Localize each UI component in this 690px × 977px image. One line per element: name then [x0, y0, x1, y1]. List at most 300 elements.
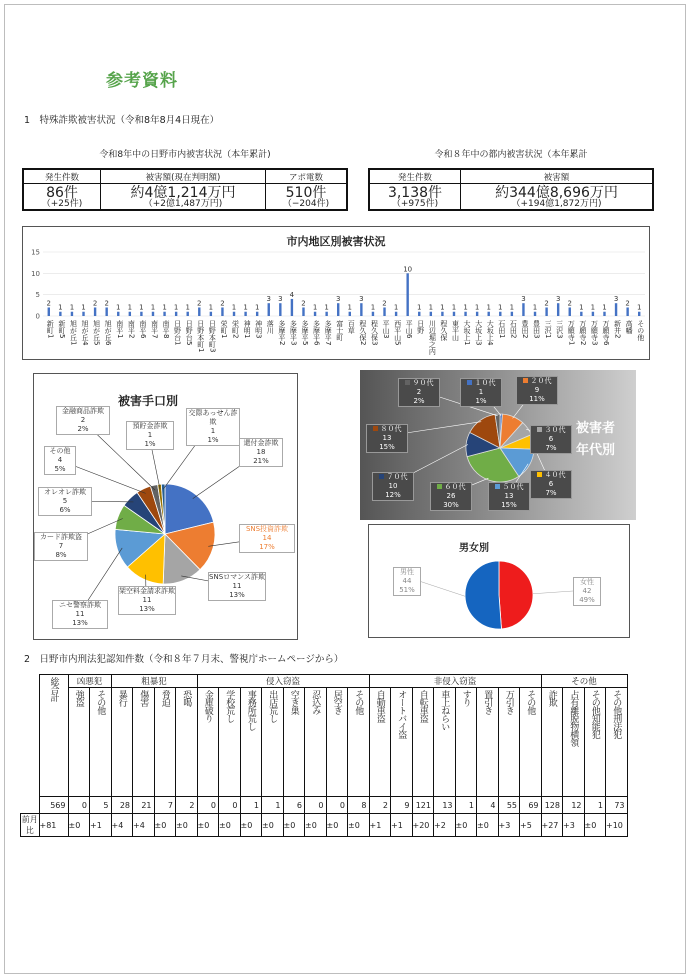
bar-value-label: 1 [127, 303, 133, 312]
prev-value: ±0 [197, 814, 219, 837]
crime-value: 0 [326, 797, 348, 814]
crime-category-text: 空き巣 [288, 690, 299, 714]
x-tick-label: 大坂上3 [474, 320, 483, 346]
leader-line [419, 581, 465, 596]
bar [569, 307, 571, 316]
bar [221, 307, 223, 316]
method-callout-count: 11 [232, 582, 242, 590]
bar [256, 312, 258, 316]
gender-callout-label: 男性 [400, 568, 414, 576]
crime-category-text: 傷害 [138, 690, 149, 706]
age-callout-pct: 7% [545, 444, 557, 452]
bar-value-label: 1 [243, 303, 248, 312]
x-tick-label: 大坂上1 [463, 320, 472, 346]
bar-value-label: 1 [347, 303, 353, 312]
bar-value-label: 3 [359, 295, 364, 304]
crime-category-header [541, 688, 563, 797]
bar-value-label: 1 [486, 303, 491, 312]
bar-value-label: 1 [474, 303, 480, 312]
bar [534, 312, 536, 316]
bar-value-label: 1 [590, 303, 596, 312]
bar-value-label: 2 [220, 299, 225, 308]
crime-stats-table [20, 674, 628, 837]
bar [279, 303, 281, 316]
crime-category-text: 脅迫 [159, 690, 170, 706]
prev-value: +4 [111, 814, 133, 837]
bar-value-label: 1 [498, 303, 503, 312]
bar-value-label: 1 [139, 303, 144, 312]
bar [395, 312, 397, 316]
crime-category-header [348, 688, 370, 797]
crime-value: 0 [68, 797, 90, 814]
age-callout-text: ６０代 [444, 483, 466, 491]
crime-category-header [520, 688, 542, 797]
x-tick-label: 川辺堀之内 [428, 320, 437, 355]
bar [48, 307, 50, 316]
legend-swatch [537, 472, 542, 477]
x-tick-label: 万願寺6 [601, 320, 610, 346]
crime-category-header [391, 688, 413, 797]
age-title-line2: 年代別 [576, 443, 616, 458]
method-callout-count: 2 [80, 416, 86, 424]
bar-value-label: 1 [231, 303, 237, 312]
bar-value-label: 1 [116, 303, 121, 312]
age-callout [366, 424, 408, 453]
y-tick-label: 10 [31, 269, 40, 278]
crime-value: 73 [606, 797, 628, 814]
bar [522, 303, 524, 316]
prev-label: 前月比 [21, 815, 38, 835]
method-callout [44, 446, 76, 475]
crime-category-header [111, 688, 133, 797]
legend-swatch [437, 484, 442, 489]
method-callout-label: 架空料金請求詐欺 [119, 587, 175, 595]
crime-value: 5 [90, 797, 112, 814]
crime-value: 2 [176, 797, 198, 814]
bar-value-label: 1 [636, 303, 642, 312]
x-tick-label: 栄町1 [219, 320, 228, 339]
bar [349, 312, 351, 316]
method-callout [126, 421, 174, 450]
x-tick-label: 旭が丘4 [81, 320, 90, 346]
bar-value-label: 1 [162, 303, 167, 312]
age-callout-count: 13 [504, 492, 514, 500]
total-value: 569 [39, 797, 68, 814]
bar [140, 312, 142, 316]
bar-value-label: 1 [428, 303, 434, 312]
gender-callout [573, 577, 601, 606]
bar-value-label: 1 [58, 303, 63, 312]
age-callout-label [373, 473, 413, 482]
crime-group-header: 侵入窃盗 [197, 675, 369, 688]
prev-value: ±0 [584, 814, 606, 837]
method-callout [52, 600, 108, 629]
crime-group-header: その他 [541, 675, 627, 688]
hino-summary-table [22, 168, 348, 211]
bar [488, 312, 490, 316]
x-tick-label: 新町5 [57, 320, 66, 339]
bar [337, 303, 339, 316]
tokyo-caption: 令和８年中の都内被害状況（本年累計 [434, 150, 588, 160]
prev-value: +20 [412, 814, 434, 837]
prev-value: +3 [563, 814, 585, 837]
tokyo-damage-header: 被害額 [461, 169, 654, 184]
age-callout-pct: 15% [501, 501, 517, 509]
method-callout [239, 438, 283, 467]
bar-value-label: 1 [417, 303, 422, 312]
prev-value: ±0 [477, 814, 499, 837]
bar-value-label: 1 [440, 303, 445, 312]
bar [198, 307, 200, 316]
bar [94, 307, 96, 316]
method-callout-count: 1 [210, 427, 216, 435]
method-pie-title: 被害手口別 [118, 394, 179, 408]
bar [163, 312, 165, 316]
tokyo-summary-table [368, 168, 654, 211]
age-callout [488, 482, 530, 511]
crime-value: 21 [133, 797, 155, 814]
age-callout-label [367, 425, 407, 434]
bar [464, 312, 466, 316]
x-tick-label: 多摩平7 [324, 320, 333, 346]
gender-pie-chart [368, 524, 630, 638]
section1-heading: 1 特殊詐欺被害状況（令和8年8月4日現在） [24, 115, 220, 126]
crime-value: 0 [197, 797, 219, 814]
bar-value-label: 2 [625, 299, 630, 308]
section2-heading: 2 日野市内刑法犯認知件数（令和８年７月末、警視庁ホームページから） [24, 654, 344, 665]
legend-swatch [523, 378, 528, 383]
age-callout-pct: 12% [385, 491, 401, 499]
method-callout-pct: 2% [77, 425, 89, 433]
tokyo-cases: 3,138件 [387, 185, 443, 201]
method-callout-label: 金融商品詐欺 [62, 407, 104, 415]
age-title-line1: 被害者 [576, 421, 616, 436]
x-tick-label: 神明1 [243, 320, 252, 339]
method-callout-pct: 8% [55, 551, 67, 559]
age-callout [372, 472, 414, 501]
bar [476, 312, 478, 316]
crime-category-header [154, 688, 176, 797]
crime-category-header [305, 688, 327, 797]
crime-value: 1 [584, 797, 606, 814]
x-tick-label: 万願寺2 [578, 320, 587, 346]
method-callout-label: 交際あっせん詐欺 [188, 409, 238, 426]
bar [383, 307, 385, 316]
age-callout-text: ３０代 [544, 426, 566, 434]
x-tick-label: 多摩平2 [277, 320, 286, 346]
method-callout-pct: 5% [54, 465, 66, 473]
crime-value: 6 [283, 797, 305, 814]
prev-value: ±0 [262, 814, 284, 837]
x-tick-label: 旭が丘1 [69, 320, 78, 346]
bar [105, 307, 107, 316]
x-tick-label: 程久保 [439, 320, 448, 341]
method-callout-count: 5 [62, 497, 68, 505]
pie-slice [499, 561, 533, 629]
hino-calls-cell [266, 184, 348, 211]
crime-value: 28 [111, 797, 133, 814]
x-tick-label: 栄町2 [231, 320, 240, 339]
bar [302, 307, 304, 316]
bar [268, 303, 270, 316]
bar-value-label: 1 [393, 303, 399, 312]
bar-value-label: 1 [532, 303, 538, 312]
crime-group-header: 粗暴犯 [111, 675, 197, 688]
method-pie-chart [33, 373, 298, 640]
method-callout [118, 586, 176, 615]
bar [360, 303, 362, 316]
method-callout [208, 572, 266, 601]
hino-cases: 86件 [46, 185, 78, 201]
district-bar-chart [22, 226, 650, 360]
method-callout-pct: 1% [144, 440, 156, 448]
bar-value-label: 3 [278, 295, 283, 304]
bar-value-label: 1 [150, 303, 156, 312]
age-callout-pct: 11% [529, 395, 545, 403]
age-callout [398, 378, 440, 407]
x-tick-label: 南平1 [115, 320, 124, 339]
bar [545, 307, 547, 316]
tokyo-cases-header: 発生件数 [369, 169, 461, 184]
crime-category-text: 詐欺 [546, 690, 557, 706]
age-callout-count: 9 [534, 386, 540, 394]
hino-cases-cell [23, 184, 101, 211]
age-callout-label [489, 483, 529, 492]
method-callout-label: カード詐欺盗 [40, 533, 82, 541]
method-callout-pct: 13% [139, 605, 155, 613]
crime-category-text: 万引き [503, 690, 514, 714]
age-callout-count: 2 [416, 388, 422, 396]
crime-value: 2 [369, 797, 391, 814]
age-callout-label [431, 483, 471, 492]
x-tick-label: 大坂上4 [486, 320, 495, 346]
age-callout-pct: 2% [413, 397, 425, 405]
bar [499, 312, 501, 316]
crime-category-text: 忍込み [310, 690, 321, 714]
age-callout-count: 13 [382, 434, 392, 442]
crime-group-header: 非侵入窃盗 [369, 675, 541, 688]
bar-value-label: 2 [104, 299, 109, 308]
age-callout-text: ４０代 [544, 471, 566, 479]
bar-value-label: 1 [208, 303, 214, 312]
crime-category-header [90, 688, 112, 797]
x-tick-label: 旭が丘5 [92, 320, 101, 346]
crime-value: 0 [219, 797, 241, 814]
prev-value: ±0 [240, 814, 262, 837]
prev-value: ±0 [305, 814, 327, 837]
bar-value-label: 2 [197, 299, 202, 308]
x-tick-label: 程久保3 [370, 320, 379, 346]
x-tick-label: 高幡 [625, 320, 634, 334]
bar-chart-title: 市内地区別被害状況 [286, 235, 386, 248]
bar-value-label: 1 [509, 303, 515, 312]
tokyo-cases-diff: （+975件) [391, 199, 439, 209]
tokyo-cases-cell [369, 184, 461, 211]
bar-value-label: 4 [289, 290, 295, 299]
gender-callout-count: 44 [402, 577, 412, 585]
crime-category-text: その他 [95, 690, 106, 714]
crime-category-header [133, 688, 155, 797]
gender-callout [393, 567, 421, 596]
bar [291, 299, 293, 316]
bar [117, 312, 119, 316]
crime-value: 8 [348, 797, 370, 814]
crime-category-text: 出店荒し [267, 690, 278, 722]
crime-category-text: その他 [525, 690, 536, 714]
bar-value-label: 1 [602, 303, 607, 312]
crime-category-header [498, 688, 520, 797]
total-header [39, 675, 68, 797]
method-callout-count: 4 [57, 456, 63, 464]
method-callout-label: SNSロマンス詐欺 [209, 573, 265, 581]
crime-category-text: 学校荒し [224, 690, 235, 722]
crime-category-text: 金庫破り [202, 690, 213, 722]
crime-category-header [563, 688, 585, 797]
crime-group-row [21, 675, 628, 688]
x-tick-label: 南平7 [150, 320, 159, 339]
x-tick-label: 日野台1 [173, 320, 182, 346]
bar [71, 312, 73, 316]
age-callout [530, 470, 572, 499]
x-tick-label: 程久保2 [358, 320, 367, 346]
legend-swatch [373, 426, 378, 431]
bar [453, 312, 455, 316]
bar [603, 312, 605, 316]
bar-value-label: 3 [521, 295, 526, 304]
crime-category-header [68, 688, 90, 797]
age-callout [530, 425, 572, 454]
legend-swatch [405, 380, 410, 385]
age-callout [516, 376, 558, 405]
x-tick-label: 多摩平5 [300, 320, 309, 346]
method-callout-pct: 17% [259, 543, 275, 551]
prev-value: +5 [520, 814, 542, 837]
tokyo-damage-diff: （+194億1,872万円) [511, 199, 602, 209]
crime-category-text: 自動車盗 [374, 690, 385, 722]
tokyo-damage: 約344億8,696万円 [495, 185, 618, 201]
crime-category-header [606, 688, 628, 797]
prev-value: +1 [90, 814, 112, 837]
bar-value-label: 3 [613, 295, 619, 304]
x-tick-label: 多摩平6 [312, 320, 321, 346]
method-callout-pct: 13% [72, 619, 88, 627]
bar [430, 312, 432, 316]
legend-swatch [379, 474, 384, 479]
bar [152, 312, 154, 316]
x-tick-label: 石田1 [497, 320, 506, 339]
method-callout-count: 11 [75, 610, 85, 618]
crime-category-header [434, 688, 456, 797]
pie-slice [465, 561, 501, 629]
prev-value: +10 [606, 814, 628, 837]
crime-category-header [455, 688, 477, 797]
x-tick-label: 万願寺1 [567, 320, 576, 346]
crime-value: 0 [305, 797, 327, 814]
gender-callout-count: 42 [582, 587, 592, 595]
x-tick-label: 多摩平3 [289, 320, 298, 346]
age-callout-pct: 7% [545, 489, 557, 497]
crime-value: 7 [154, 797, 176, 814]
age-callout-count: 6 [548, 480, 554, 488]
method-callout [34, 532, 88, 561]
legend-swatch [467, 380, 472, 385]
gender-pie-title: 男女別 [459, 543, 489, 554]
crime-value: 1 [455, 797, 477, 814]
leader-line [533, 591, 573, 594]
crime-category-text: 事務所荒し [245, 690, 256, 730]
crime-value: 69 [520, 797, 542, 814]
crime-value: 9 [391, 797, 413, 814]
age-pie-title [576, 418, 615, 462]
y-tick-label: 15 [31, 248, 40, 257]
method-callout-label: 還付金詐欺 [243, 439, 279, 447]
x-tick-label: 日野本町3 [208, 320, 217, 353]
y-tick-label: 5 [35, 291, 40, 300]
age-callout-text: ５０代 [502, 483, 524, 491]
prev-total: +81 [39, 814, 68, 837]
bar-value-label: 2 [382, 299, 387, 308]
bar-value-label: 2 [567, 299, 572, 308]
hino-cases-diff: （+25件) [41, 199, 83, 209]
prev-value: +3 [498, 814, 520, 837]
bar [592, 312, 594, 316]
x-tick-label: 南平2 [127, 320, 136, 339]
bar-value-label: 3 [266, 295, 271, 304]
age-callout-pct: 1% [475, 397, 487, 405]
age-callout-pct: 15% [379, 443, 395, 451]
age-callout-count: 26 [446, 492, 456, 500]
x-tick-label: 旭が丘6 [104, 320, 113, 346]
age-callout-label [531, 426, 571, 435]
bar [129, 312, 131, 316]
bar [441, 312, 443, 316]
bar-value-label: 1 [173, 303, 179, 312]
bar-value-label: 10 [403, 265, 413, 274]
method-callout-pct: 6% [59, 506, 71, 514]
crime-category-text: 車上ねらい [439, 690, 450, 730]
crime-category-text: その他 [353, 690, 364, 714]
hino-calls-header: アポ電数 [266, 169, 348, 184]
crime-category-text: 居空き [331, 690, 342, 714]
prev-value: ±0 [68, 814, 90, 837]
blank-cell [21, 797, 40, 814]
age-callout [460, 378, 502, 407]
x-tick-label: その他 [636, 320, 645, 341]
hino-caption: 令和8年中の日野市内被害状況（本年累計) [99, 150, 271, 160]
crime-category-text: 自転車盗 [417, 690, 428, 722]
bar [580, 312, 582, 316]
age-callout-label [399, 379, 439, 388]
crime-category-header [240, 688, 262, 797]
x-tick-label: 平山3 [382, 320, 391, 339]
prev-value: ±0 [154, 814, 176, 837]
crime-value: 121 [412, 797, 434, 814]
bar-value-label: 1 [312, 303, 318, 312]
bar [626, 307, 628, 316]
method-callout-pct: 21% [253, 457, 269, 465]
bar-value-label: 1 [370, 303, 376, 312]
x-tick-label: 日野 [416, 320, 425, 334]
crime-category-text: 強盗 [73, 690, 84, 706]
age-callout-pct: 30% [443, 501, 459, 509]
x-tick-label: 南平6 [138, 320, 147, 339]
crime-category-header [283, 688, 305, 797]
page-title: 参考資料 [106, 71, 178, 91]
hino-damage-diff: （+2億1,487万円) [143, 199, 223, 209]
bar-value-label: 1 [185, 303, 190, 312]
legend-swatch [495, 484, 500, 489]
method-callout-count: 11 [142, 596, 152, 604]
